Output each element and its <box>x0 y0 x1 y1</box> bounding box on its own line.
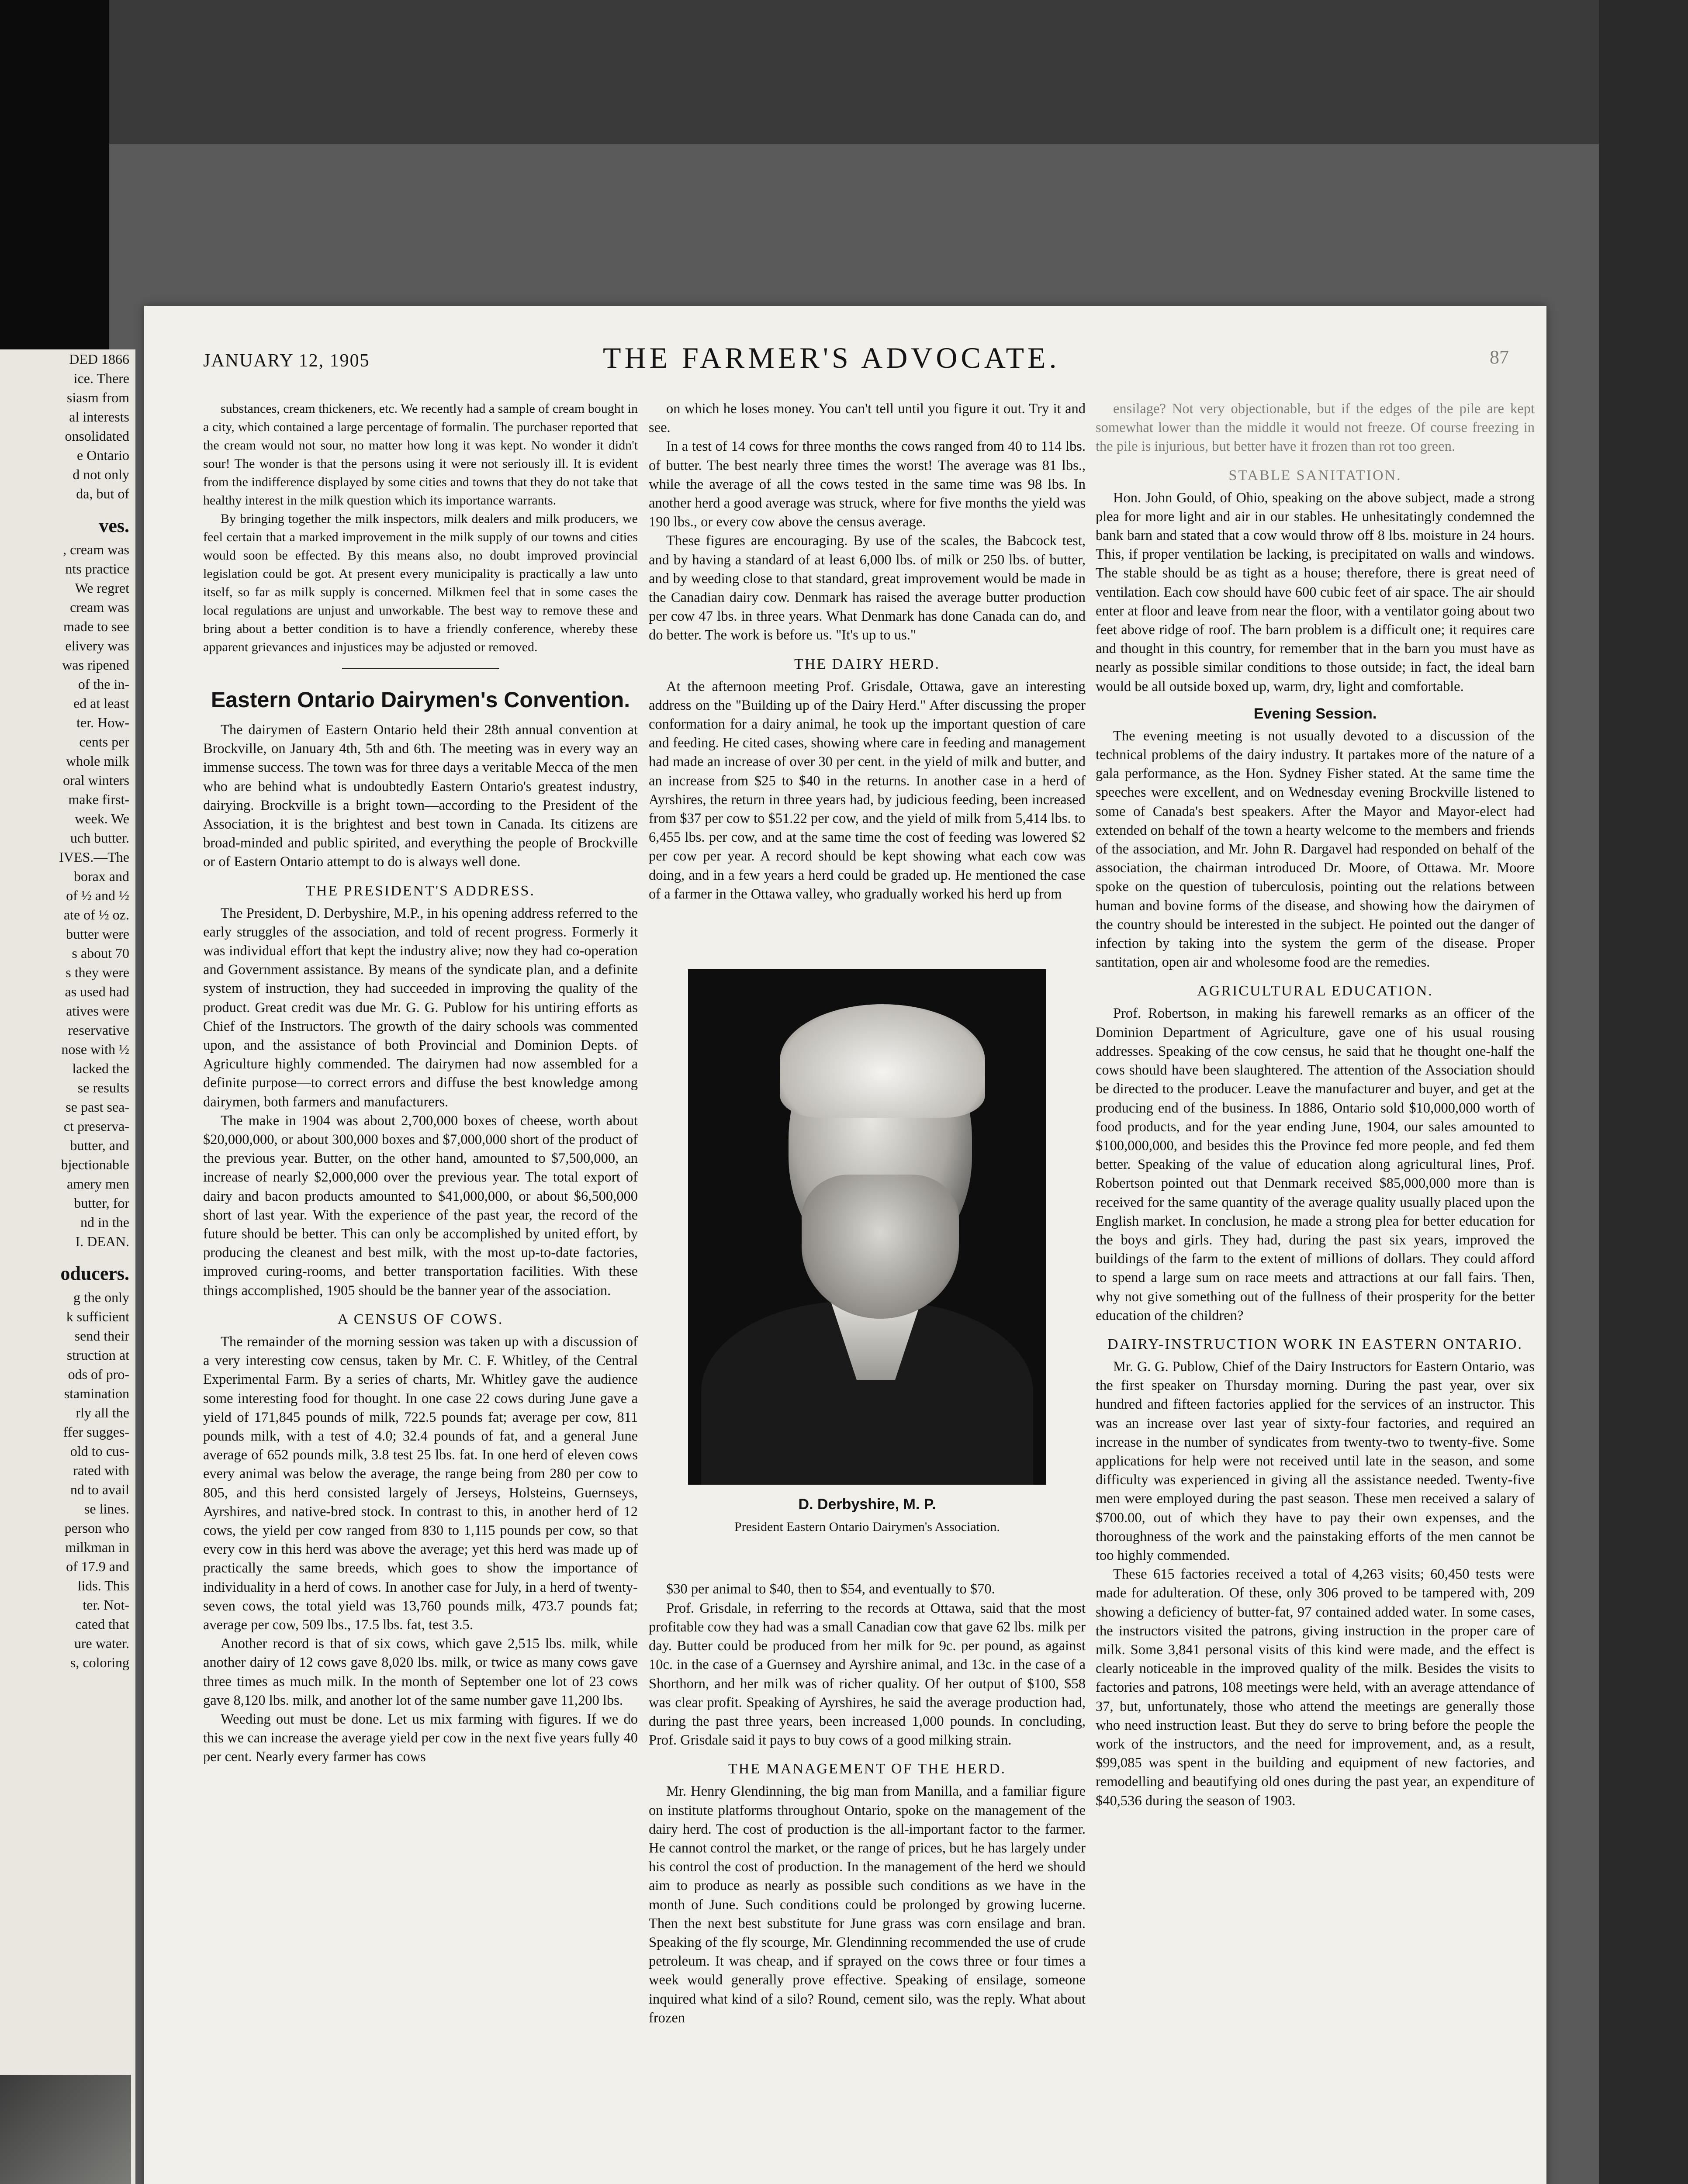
previous-page-fragment: send their <box>74 1328 129 1344</box>
previous-page-fragment: ods of pro- <box>68 1366 129 1382</box>
page-number: 87 <box>1490 346 1509 368</box>
masthead-title: THE FARMER'S ADVOCATE. <box>603 341 1060 374</box>
photo-caption-name: D. Derbyshire, M. P. <box>798 1496 936 1513</box>
previous-page-fragment: ffer sugges- <box>63 1424 129 1440</box>
previous-page-fragment: elivery was <box>65 638 129 653</box>
paragraph: These 615 factories received a total of 4,263 visits; 60,450 tests were made for adulteration. Of these, only 306 proved to be tampered with, 209 showing a deficiency of butter-fat, 97 contained added water. In some cases, the instructors visited the patrons, giving instruction in the proper care of milk. Some 3,841 personal visits of this kind were made, and the effect is clearly noticeable in the improved quality of the milk. Besides the visits to factories and patrons, 108 meetings were held, with an average attendance of 37, but, unfortunately, those who attend the meetings are generally those who need instruction least. But they do serve to bring before the people the work of the instructors, and the need for improvement, and, as a result, $99,085 was spent in the building and equipment of new factories, and remodelling and beautifying old ones during the past year, an expenditure of $40,536 during the season of 1903. <box>1096 1566 1535 1809</box>
paragraph: The dairymen of Eastern Ontario held their 28th annual convention at Brockville, on January 4th, 5th and 6th. The meeting was in every way an immense success. The town was for three days a veritable Mecca of the men who are behind what is undoubtedly Eastern Ontario's greatest industry, dairying. Brockville is a bright town—according to the President of the Association, it is the brightest and best town in Canada. Its citizens are broad-minded and public spirited, and everything the people of Brockville or of Eastern Ontario attempt to do is always well done. <box>203 722 638 870</box>
previous-page-fragment: ate of ½ oz. <box>63 907 129 923</box>
previous-page-fragment: butter were <box>66 926 129 942</box>
previous-page-fragment: nd to avail <box>70 1482 129 1497</box>
previous-page-fragment: onsolidated <box>65 428 129 444</box>
previous-page-fragment: se results <box>77 1080 129 1095</box>
previous-page-fragment: nd in the <box>80 1214 129 1230</box>
paragraph: Weeding out must be done. Let us mix farming with figures. If we do this we can increase the average yield per cow in the next five years fully 40 per cent. Nearly every farmer has cows <box>203 1711 638 1765</box>
previous-page-fragment: borax and <box>73 868 129 884</box>
previous-page-fragment: atives were <box>66 1003 129 1019</box>
scan-border-top <box>109 0 1599 144</box>
previous-page-text <box>0 349 135 1672</box>
paragraph: At the afternoon meeting Prof. Grisdale, Ottawa, gave an interesting address on the "Building up of the Dairy Herd." After discussing the proper conformation for a dairy animal, he took up the important question of care and feeding. He cited cases, showing where care in feeding and management had made an increase of over 30 per cent. in the yield of milk and butter, and an increase from $25 to $40 in the returns. In another case in a herd of Ayrshires, the return in three years had, by judicious feeding, been increased from $37 per cow to $51.22 per cow, and the yield of milk from 5,414 lbs. to 6,455 lbs. per cow, and at the same time the cost of feeding was lowered $2 per cow per year. A record should be kept showing what each cow was doing, and in a few years a herd could be graded up. He mentioned the case of a farmer in the Ottawa valley, who gradually worked his herd up from <box>649 678 1086 902</box>
previous-page-fragment: lacked the <box>72 1061 129 1076</box>
previous-page-fragment: k sufficient <box>66 1309 129 1324</box>
newspaper-page <box>144 306 1546 2184</box>
previous-page-heading: oducers. <box>60 1263 129 1284</box>
paragraph: Prof. Grisdale, in referring to the records at Ottawa, said that the most profitable cow they had was a small Canadian cow that gave 62 lbs. milk per day. Butter could be produced from her milk for 9c. per pound, as against 10c. in the case of a Guernsey and Ayrshire animal, and 13c. in the case of a Shorthorn, and her milk was of richer quality. Of her output of $100, $58 was clear profit. Speaking of Ayrshires, he said the average production had, during the past three years, been increased 1,000 pounds. In concluding, Prof. Grisdale said it pays to buy cows of a good milking strain. <box>649 1600 1086 1749</box>
scan-border-right <box>1599 0 1688 2184</box>
previous-page-fragment: We regret <box>75 580 129 596</box>
previous-page-fragment: e Ontario <box>77 447 129 463</box>
previous-page-fragment: da, but of <box>76 486 129 501</box>
paragraph: Hon. John Gould, of Ohio, speaking on the above subject, made a strong plea for more light and air in our stables. He unhesitatingly condemned the bank barn and stated that a cow would throw off 8 lbs. moisture in 24 hours. This, if proper ventilation be lacking, is precipitated on walls and windows. The stable should be as tight as a house; therefore, there is great need of ventilation. Each cow should have 600 cubic feet of air space. The air should enter at floor and leave from near the floor, with a ventilator going about two feet above ridge of roof. The barn problem is a difficult one; it requires care and thought in this country, for remember that in the barn you must have as nearly as possible similar conditions to those outside; in fact, the ideal barn would be all outside boxed up, warm, dry, light and comfortable. <box>1096 490 1535 695</box>
previous-page-fragment: rated with <box>73 1462 129 1478</box>
article-headline: Eastern Ontario Dairymen's Convention. <box>211 688 630 712</box>
previous-page-fragment: made to see <box>63 619 129 634</box>
previous-page-fragment: reservative <box>68 1022 129 1038</box>
paragraph: $30 per animal to $40, then to $54, and eventually to $70. <box>666 1581 995 1597</box>
paragraph: Mr. G. G. Publow, Chief of the Dairy Instructors for Eastern Ontario, was the first speaker on Thursday morning. During the past year, over six hundred and fifteen factories applied for the services of an instructor. This was an increase over last year of sixty-four factories, and required an increase in the number of syndicates from twenty-two to twenty-five. Some applications for help were not received until late in the season, and some difficulty was experienced in giving all the assistance needed. Twenty-five men were employed during the past season. These men received a salary of $700.00, out of which they have to pay their own expenses, and the thoroughness of the work and the painstaking efforts of the men cannot be too highly commended. <box>1096 1358 1535 1563</box>
page-header <box>144 341 1546 380</box>
paragraph: The make in 1904 was about 2,700,000 boxes of cheese, worth about $20,000,000, or about 300,000 boxes and $7,000,000 short of the product of the previous year. Butter, on the other hand, amounted to $7,500,000, an increase of nearly $2,000,000 over the previous year. The total export of dairy and bacon products amounted to $41,000,000, or about $6,500,000 short of last year. With the experience of the past year, the record of the future should be better. This can only be accomplished by united effort, by producing the cleanest and best milk, with the most up-to-date factories, improved curing-rooms, and better transportation facilities. With these things accomplished, 1905 should be the banner year of the association. <box>203 1113 638 1299</box>
portrait-photo <box>688 969 1046 1485</box>
previous-page-fragment: as used had <box>65 984 129 999</box>
previous-page-fragment: butter, and <box>70 1137 129 1153</box>
previous-page-fragment: bjectionable <box>61 1157 129 1172</box>
previous-page-fragment: se lines. <box>84 1501 129 1517</box>
previous-page-fragment: old to cus- <box>70 1443 129 1459</box>
paragraph: on which he loses money. You can't tell until you figure it out. Try it and see. <box>649 401 1086 436</box>
subheading: THE PRESIDENT'S ADDRESS. <box>306 882 535 899</box>
previous-page-fragment: siasm from <box>66 390 129 405</box>
previous-page-fragment: rly all the <box>76 1405 129 1420</box>
previous-page-fragment: , cream was <box>63 542 129 557</box>
previous-page-fragment: s about 70 <box>72 945 129 961</box>
paragraph: Another record is that of six cows, which gave 2,515 lbs. milk, while another dairy of 12 cows gave 8,020 lbs. milk, or twice as many cows gave three times as much milk. In the month of September one lot of 23 cows gave 8,120 lbs. milk, and another lot of the same number gave 11,200 lbs. <box>203 1636 638 1708</box>
previous-page-fragment: cream was <box>70 599 129 615</box>
previous-page-fragment: of ½ and ½ <box>66 888 129 903</box>
paragraph: The President, D. Derbyshire, M.P., in his opening address referred to the early struggles of the association, and told of recent progress. Formerly it was individual effort that kept the industry alive; now they had co-operation and Government assistance. By means of the syndicate plan, and a definite system of instruction, they had succeeded in improving the quality of the product. Great credit was due Mr. G. G. Publow for his untiring efforts as Chief of the Instructors. The growth of the dairy schools was commented upon, and the assistance of both Provincial and Dominion Depts. of Agriculture highly commended. The dairymen had now assembled for a definite purpose—to correct errors and diffuse the best knowledge among dairymen, both farmers and manufacturers. <box>203 905 638 1110</box>
previous-page-fragment: struction at <box>66 1347 129 1363</box>
paragraph: Prof. Robertson, in making his farewell remarks as an officer of the Dominion Department of Agriculture, gave one of his usual rousing addresses. Speaking of the cow census, he said that he thought one-half the cows should have been slaughtered. The attention of the Association should be directed to the producer. Leave the manufacturer and buyer, and get at the producing end of the business. In 1886, Ontario sold $10,000,000 worth of food products, and for the year ending June, 1904, our sales amounted to $100,000,000, and besides this the Province fed more people, and fed them better. Speaking of the value of education along agricultural lines, Prof. Robertson pointed out that Denmark received $85,000,000 more than is received for the same quantity of the average quality usually placed upon the English market. In conclusion, he made a strong plea for better education for the boys and girls. They had, during the past six years, improved the buildings of the farm to the extent of millions of dollars. They could afford to spend a large sum on race meets and attractions at our fall fairs. Then, why not give something out of the fullness of their prosperity for the better education of the children? <box>1096 1006 1535 1324</box>
paragraph: These figures are encouraging. By use of the scales, the Babcock test, and by having a standard of at least 6,000 lbs. of milk or 250 lbs. of butter, and by weeding close to that standard, great improvement would be made in the Canadian dairy cow. Denmark has raised the average butter production per cow 47 lbs. in three years. What Denmark has done Canada can do, and do better. The work is before us. "It's up to us." <box>649 533 1086 643</box>
photo-caption-title: President Eastern Ontario Dairymen's Association. <box>734 1520 1000 1534</box>
previous-page-fragment: ter. How- <box>76 715 129 730</box>
previous-page-fragment: was ripened <box>62 657 129 673</box>
intro-paragraph: substances, cream thickeners, etc. We recently had a sample of cream bought in a city, which contained a large percentage of formalin. The purchaser reported that the cream would not sour, no matter how long it was kept. No wonder it didn't sour! The wonder is that the persons using it were not seriously ill. It is evident from the indifference displayed by some cities and towns that they do not take that healthy interest in the milk question which its importance warrants. <box>203 401 638 508</box>
paragraph: The evening meeting is not usually devoted to a discussion of the technical problems of the dairy industry. It partakes more of the nature of a gala performance, as the Hon. Sydney Fisher stated. At the same time the speeches were excellent, and on Wednesday evening Brockville listened to some of Canada's best speakers. After the Mayor and Mayor-elect had extended on behalf of the town a hearty welcome to the members and friends of the association, and Mr. John R. Dargavel had responded on behalf of the association, the chairman introduced Dr. Moore, of Ottawa. Mr. Moore spoke on the question of tuberculosis, pointing out the relations between human and bovine forms of the disease, and showing how the dairymen of the country should be interested in the subject. He pointed out the danger of infection by taking into the system the germ of the disease. Proper santitation, open air and wholesome food are the remedies. <box>1096 728 1535 971</box>
previous-page-fragment: ed at least <box>73 695 129 711</box>
previous-page-edge <box>0 349 135 2184</box>
previous-page-heading: ves. <box>99 515 129 536</box>
paragraph: Mr. Henry Glendinning, the big man from Manilla, and a familiar figure on institute platforms throughout Ontario, spoke on the management of the dairy herd. The cost of production is the all-important factor to the farmer. He cannot control the market, or the range of prices, but he has largely under his control the cost of production. In the management of the herd we should aim to produce as nearly as possible such conditions as we have in the month of June. Such conditions could be prolonged by growing lucerne. Then the next best substitute for June grass was corn ensilage and bran. Speaking of the fly scourge, Mr. Glendinning recommended the use of crude petroleum. It was cheap, and if sprayed on the cows three or four times a week would generally prove effective. Speaking of ensilage, someone inquired what kind of a silo? Round, cement silo, was the reply. What about frozen <box>649 1783 1086 2026</box>
previous-page-fragment: s, coloring <box>70 1655 129 1670</box>
subheading: A CENSUS OF COWS. <box>337 1311 504 1327</box>
column-2 <box>649 400 1086 2184</box>
previous-page-photo <box>0 2075 131 2184</box>
previous-page-fragment: se past sea- <box>66 1099 129 1115</box>
previous-page-fragment: DED 1866 <box>69 351 129 367</box>
subheading: STABLE SANITATION. <box>1228 467 1402 484</box>
portrait-hair <box>780 1004 985 1118</box>
section-divider <box>342 668 499 669</box>
previous-page-fragment: I. DEAN. <box>75 1234 129 1249</box>
previous-page-fragment: cents per <box>79 734 129 750</box>
previous-page-fragment: whole milk <box>66 753 129 769</box>
previous-page-fragment: stamination <box>64 1386 129 1401</box>
previous-page-fragment: amery men <box>66 1176 129 1192</box>
previous-page-fragment: ure water. <box>74 1635 129 1651</box>
previous-page-fragment: make first- <box>68 791 129 807</box>
previous-page-fragment: nose with ½ <box>61 1041 129 1057</box>
subheading: AGRICULTURAL EDUCATION. <box>1197 983 1433 999</box>
previous-page-fragment: IVES.—The <box>59 849 129 865</box>
previous-page-fragment: al interests <box>69 409 129 425</box>
intro-paragraph: By bringing together the milk inspectors, milk dealers and milk producers, we feel certain that a marked improvement in the milk supply of our towns and cities would soon be effected. By this means also, no doubt improved provincial legislation could be got. At present every municipality is practically a law unto itself, so far as milk supply is concerned. Milkmen feel that in some cases the local regulations are unjust and unworkable. The best way to remove these and bring about a better condition is to have a friendly conference, whereby these apparent grievances and injustices may be adjusted or removed. <box>203 511 638 654</box>
previous-page-fragment: lids. This <box>77 1578 129 1593</box>
previous-page-fragment: oral winters <box>63 772 129 788</box>
previous-page-fragment: s they were <box>66 964 129 980</box>
previous-page-fragment: ice. There <box>73 370 129 386</box>
subheading: THE MANAGEMENT OF THE HERD. <box>728 1761 1006 1777</box>
previous-page-fragment: cated that <box>75 1616 129 1632</box>
portrait-beard <box>802 1175 959 1319</box>
subheading: Evening Session. <box>1253 705 1377 722</box>
previous-page-fragment: ter. Not- <box>83 1597 129 1613</box>
previous-page-fragment: of 17.9 and <box>66 1559 129 1574</box>
subheading: THE DAIRY HERD. <box>794 656 940 672</box>
previous-page-fragment: nts practice <box>65 561 129 577</box>
issue-date: JANUARY 12, 1905 <box>203 351 370 371</box>
subheading: DAIRY-INSTRUCTION WORK IN EASTERN ONTARIO. <box>1107 1336 1523 1352</box>
previous-page-fragment: uch butter. <box>70 830 129 846</box>
column-1 <box>203 400 638 2184</box>
previous-page-fragment: ct preserva- <box>63 1118 129 1134</box>
previous-page-fragment: g the only <box>73 1289 129 1305</box>
paragraph: ensilage? Not very objectionable, but if the edges of the pile are kept somewhat lower than the middle it would not freeze. Of course freezing in the pile is injurious, but better have it frozen than rot too green. <box>1096 401 1535 455</box>
previous-page-fragment: person who <box>64 1520 129 1536</box>
previous-page-fragment: butter, for <box>74 1195 129 1211</box>
paragraph: In a test of 14 cows for three months the cows ranged from 40 to 114 lbs. of butter. The best nearly three times the worst! The average was 81 lbs., while the average of all the cows tested in the same time was 98 lbs. In another herd a good average was struck, where for five months the yield was 190 lbs., or every cow above the census average. <box>649 439 1086 530</box>
paragraph: The remainder of the morning session was taken up with a discussion of a very interesting cow census, taken by Mr. C. F. Whitley, of the Central Experimental Farm. By a series of charts, Mr. Whitley gave the audience some interesting food for thought. In one case 22 cows during June gave a yield of 171,845 pounds of milk, 722.5 pounds fat; average per cow, 811 pounds milk, with a test of 4.0; 32.4 pounds of fat, and a general June average of 652 pounds milk, 3.8 test 25 lbs. fat. In one herd of eleven cows every animal was below the average, the range being from 280 per cow to 805, and this herd consisted largely of Jerseys, Holsteins, Guernseys, Ayrshires, and native-bred stock. In contrast to this, in another herd of 12 cows, the yield per cow ranged from 830 to 1,115 pounds per cow, so that every cow in this herd was above the average; yet this herd was made up of practically the same breeds, which goes to show the importance of individuality in a herd of cows. In another case for July, in a herd of twenty-seven cows, the total yield was 13,760 pounds milk, 473.7 pounds fat; average per cow, 509 lbs., 17.5 lbs. fat, test 3.5. <box>203 1334 638 1633</box>
previous-page-fragment: d not only <box>73 467 129 482</box>
column-3 <box>1096 400 1535 2184</box>
previous-page-fragment: week. We <box>75 811 129 826</box>
previous-page-fragment: milkman in <box>65 1539 129 1555</box>
previous-page-fragment: of the in- <box>78 676 129 692</box>
